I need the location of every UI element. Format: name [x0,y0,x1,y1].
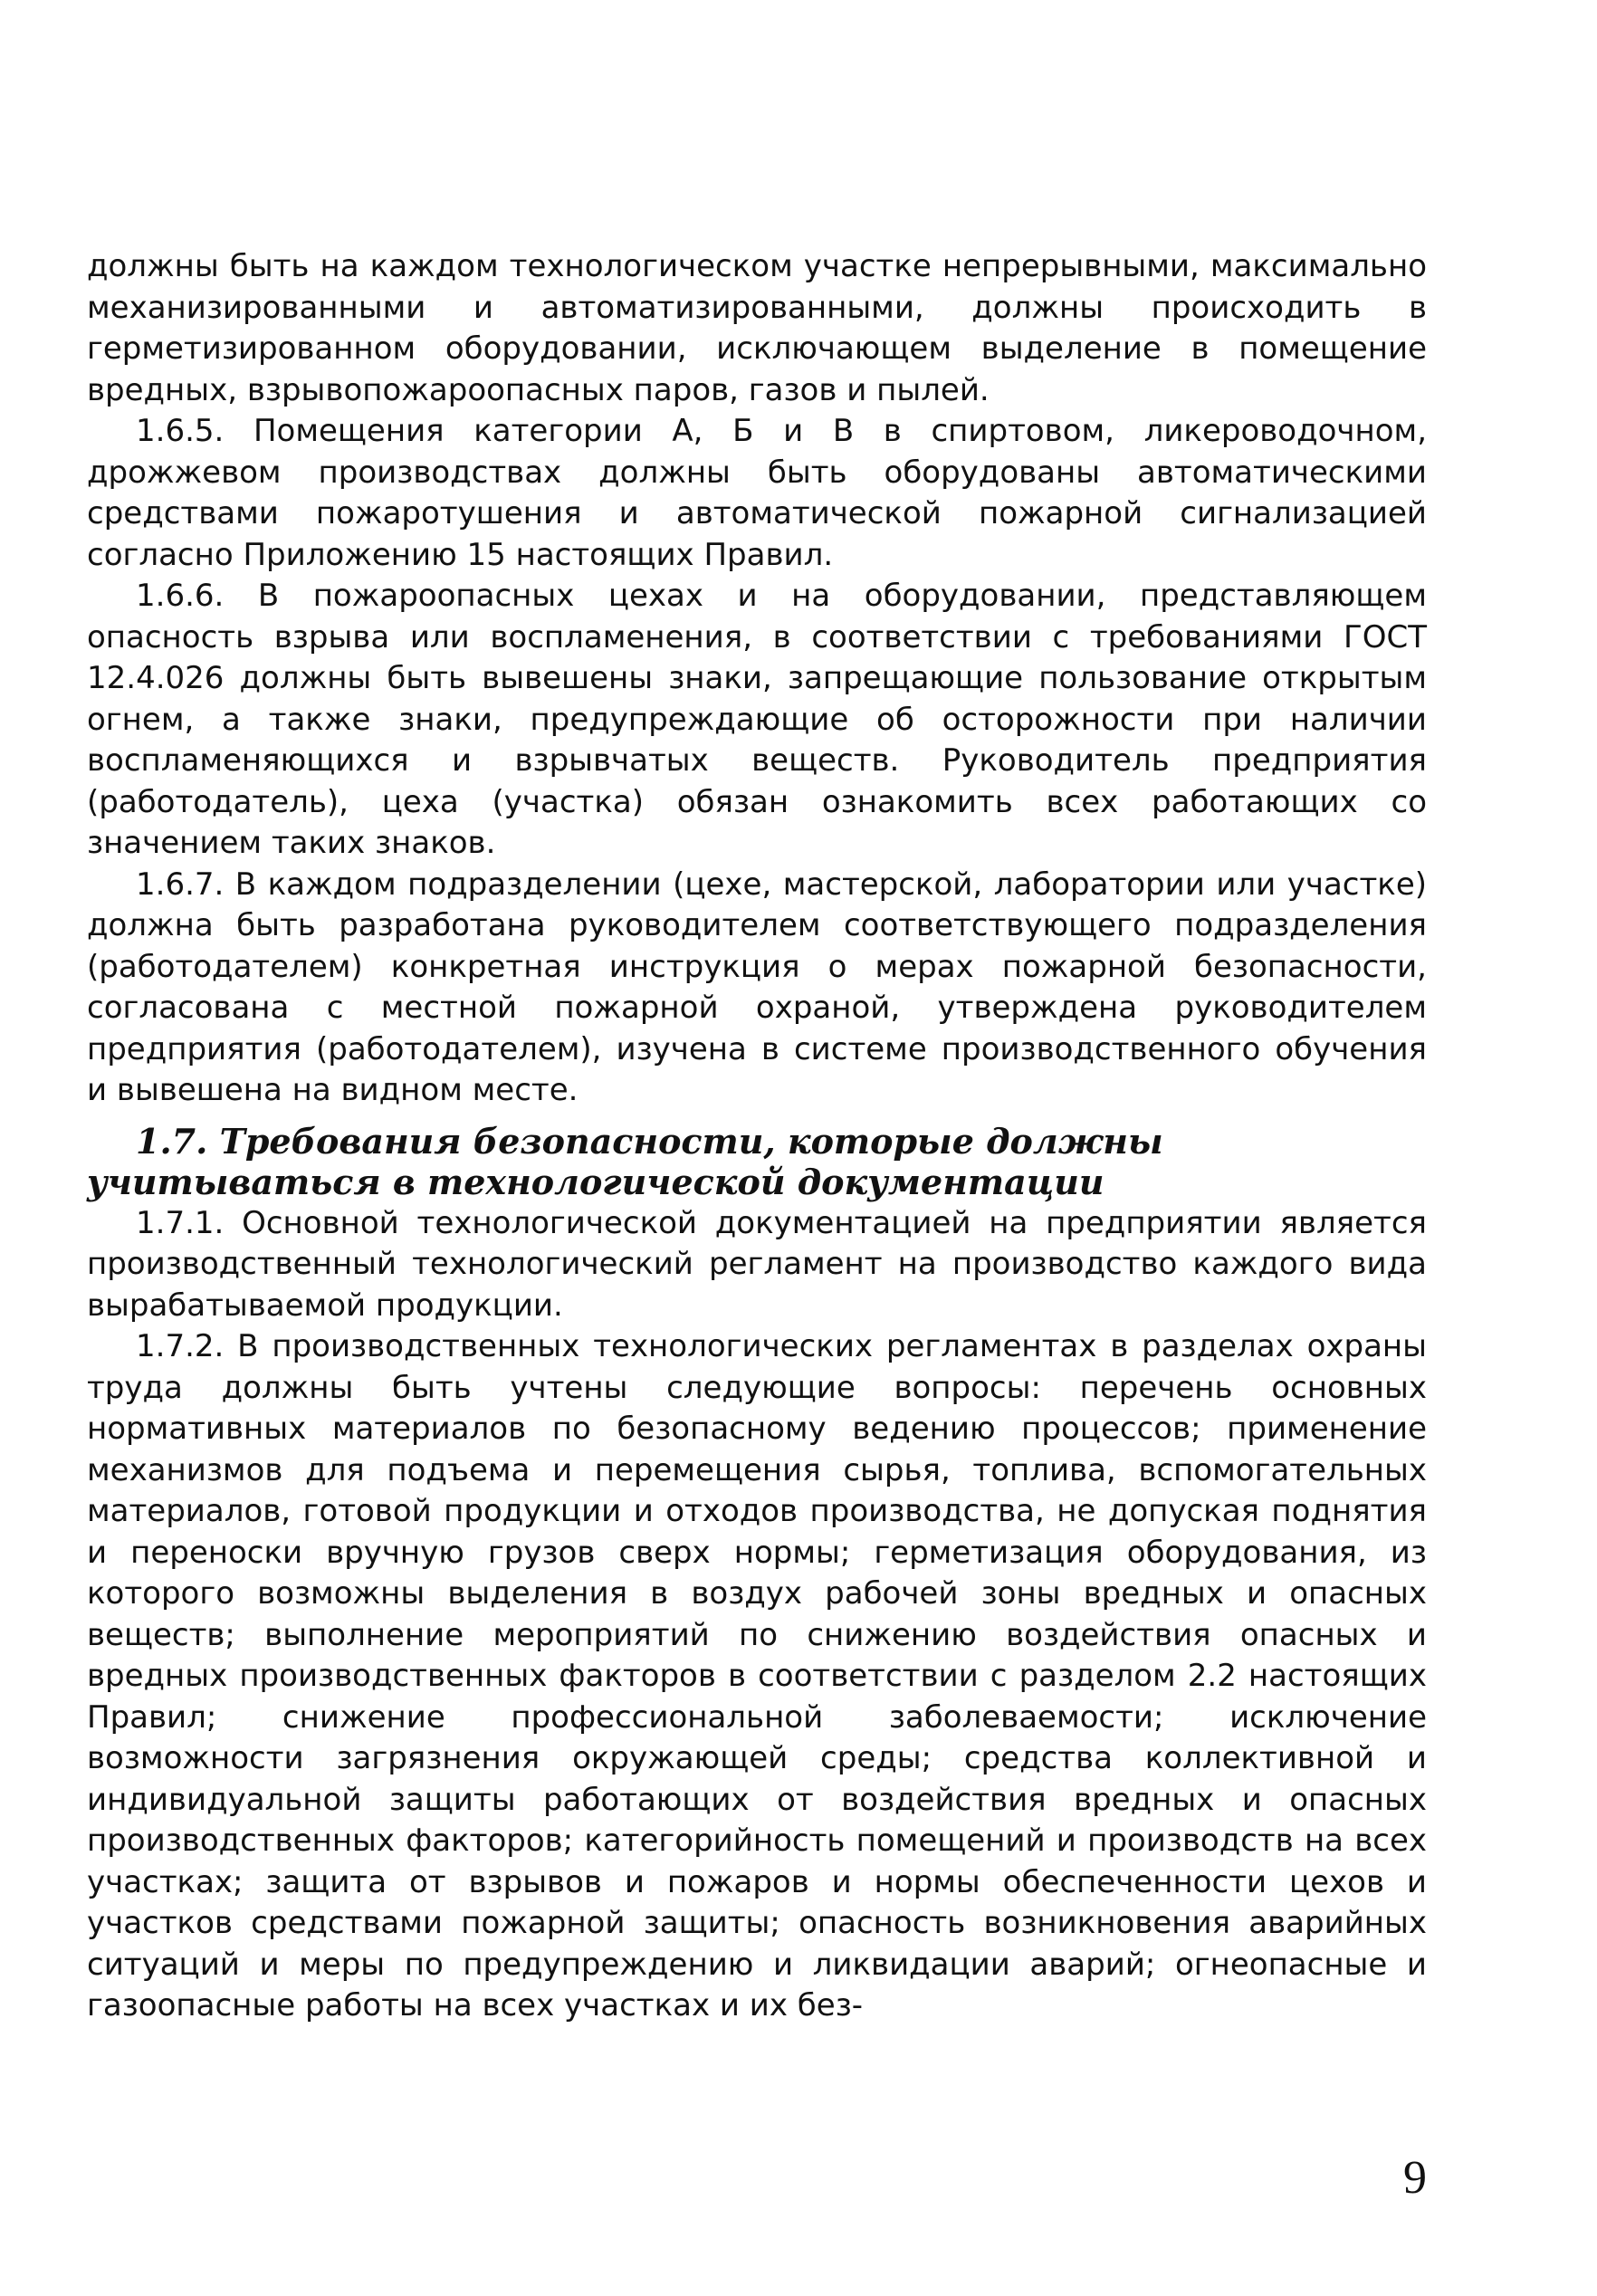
paragraph-continuation: должны быть на каждом технологическом участке непрерывными, максимально механизированными и автоматизированными, должны происходить в герметизированном оборудовании, исключающем выделение в помещение вредных, взрывопожароопасных паров, газов и пылей. [87,248,1427,408]
paragraph-1-6-5: 1.6.5. Помещения категории А, Б и В в спиртовом, ликероводочном, дрожжевом производствах должны быть оборудованы автоматическими средствами пожаротушения и автоматической пожарной сигнализацией согласно Приложению 15 настоящих Правил. [87,413,1427,573]
paragraph-1-7-1: 1.7.1. Основной технологической документацией на предприятии является производственный технологический регламент на производство каждого вида вырабатываемой продукции. [87,1204,1427,1324]
paragraph-1-6-7: 1.6.7. В каждом подразделении (цехе, мастерской, лаборатории или участке) должна быть разработана руководителем соответствующего подразделения (работодателем) конкретная инструкция о мерах пожарной безопасности, согласована с местной пожарной охраной, утверждена руководителем предприятия (работодателем), изучена в системе производственного обучения и вывешена на видном месте. [87,866,1427,1108]
paragraph-1-6-6: 1.6.6. В пожароопасных цехах и на оборудовании, представляющем опасность взрыва или воспламенения, в соответствии с требованиями ГОСТ 12.4.026 должны быть вывешены знаки, запрещающие пользование открытым огнем, а также знаки, предупреждающие об осторожности при наличии воспламеняющихся и взрывчатых веществ. Руководитель предприятия (работодатель), цеха (участка) обязан ознакомить всех работающих со значением таких знаков. [87,578,1427,861]
paragraph-1-7-2: 1.7.2. В производственных технологических регламентах в разделах охраны труда должны быть учтены следующие вопросы: перечень основных нормативных материалов по безопасному ведению процессов; применение механизмов для подъема и перемещения сырья, топлива, вспомогательных материалов, готовой продукции и отходов производства, не допуская поднятия и переноски вручную грузов сверх нормы; герметизация оборудования, из которого возможны выделения в воздух рабочей зоны вредных и опасных веществ; выполнение мероприятий по снижению воздействия опасных и вредных производственных факторов в соответствии с разделом 2.2 настоящих Правил; снижение профессиональной заболеваемости; исключение возможности загрязнения окружающей среды; средства коллективной и индивидуальной защиты работающих от воздействия вредных и опасных производственных факторов; категорийность помещений и производств на всех участках; защита от взрывов и пожаров и нормы обеспеченности цехов и участков средствами пожарной защиты; опасность возникновения аварийных ситуаций и меры по предупреждению и ликвидации аварий; огнеопасные и газоопасные работы на всех участках и их без- [87,1328,1427,2023]
page-number: 9 [1403,2152,1427,2204]
page-body [87,246,1427,2027]
section-heading-1-7: 1.7. Требования безопасности, которые должны учитываться в технологической документации [87,1120,1163,1202]
